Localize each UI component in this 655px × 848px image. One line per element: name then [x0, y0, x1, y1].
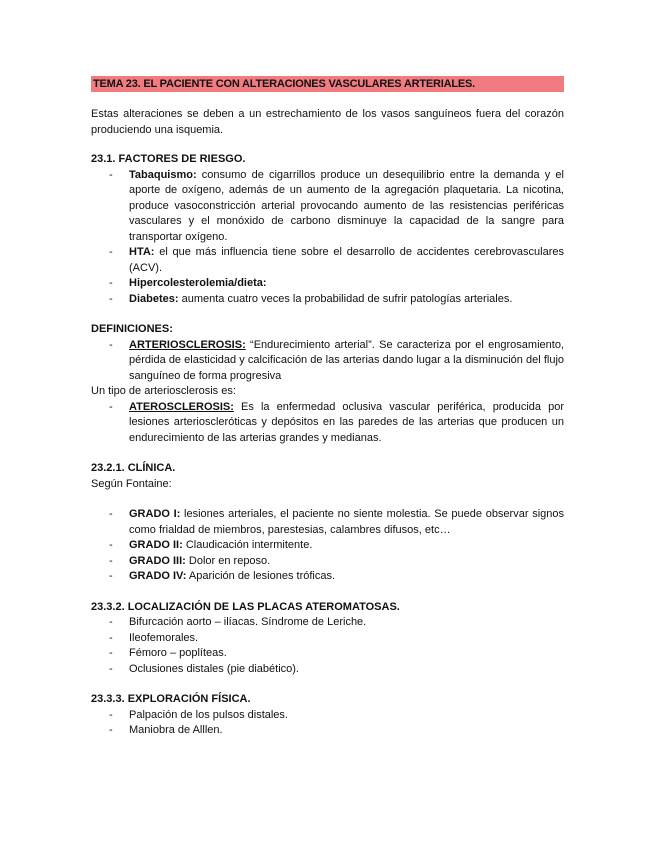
definitions-heading: DEFINICIONES: — [91, 323, 173, 335]
list-item: - ARTERIOSCLEROSIS: “Endurecimiento arterial”. Se caracteriza por el engrosamiento, pérdida de elasticidad y calcificación de las arterias dando lugar a la disminución del flujo sanguíneo de forma progresiva — [91, 338, 564, 385]
spacer — [91, 492, 564, 507]
exam-list — [91, 708, 564, 739]
list-item: - Maniobra de Alllen. — [91, 723, 564, 739]
plaques-heading: 23.3.2. LOCALIZACIÓN DE LAS PLACAS ATEROMATOSAS. — [91, 600, 400, 613]
document-page — [91, 76, 564, 739]
list-item: - Tabaquismo: consumo de cigarrillos produce un desequilibrio entre la demanda y el aporte de oxígeno, además de un aumento de la agregación plaquetaria. La nicotina, produce vasoconstricción arterial provocando aumento de las resistencias periféricas vasculares y el monóxido de carbono disminuye la capacidad de la sangre para transportar oxígeno. — [91, 168, 564, 246]
list-item: - Diabetes: aumenta cuatro veces la probabilidad de sufrir patologías arteriales. — [91, 292, 564, 308]
list-item: - ATEROSCLEROSIS: Es la enfermedad oclusiva vascular periférica, producida por lesiones arterioscleróticas y depósitos en las paredes de las arterias que producen un endurecimiento de las arterias grandes y medianas. — [91, 400, 564, 447]
list-item: - GRADO II: Claudicación intermitente. — [91, 538, 564, 554]
risk-factors-heading: 23.1. FACTORES DE RIESGO. — [91, 153, 246, 165]
risk-factors-list — [91, 168, 564, 308]
definitions-list-2 — [91, 400, 564, 447]
clinic-subtitle: Según Fontaine: — [91, 477, 172, 490]
list-item: - Fémoro – poplíteas. — [91, 646, 564, 662]
plaques-list — [91, 615, 564, 677]
fontaine-list — [91, 507, 564, 585]
list-item: - Bifurcación aorto – ilíacas. Síndrome de Leriche. — [91, 615, 564, 631]
exam-heading: 23.3.3. EXPLORACIÓN FÍSICA. — [91, 693, 251, 705]
clinic-heading: 23.2.1. CLÍNICA. — [91, 462, 176, 474]
list-item: - HTA: el que más influencia tiene sobre el desarrollo de accidentes cerebrovasculares (ACV). — [91, 245, 564, 276]
list-item: - Palpación de los pulsos distales. — [91, 708, 564, 724]
document-title: TEMA 23. EL PACIENTE CON ALTERACIONES VASCULARES ARTERIALES. — [91, 76, 564, 92]
list-item: - Hipercolesterolemia/dieta: — [91, 276, 564, 292]
list-item: - GRADO I: lesiones arteriales, el paciente no siente molestia. Se puede observar signos como frialdad de miembros, parestesias, calambres difusos, etc… — [91, 507, 564, 538]
list-item: - Oclusiones distales (pie diabético). — [91, 662, 564, 678]
list-item: - GRADO IV: Aparición de lesiones tróficas. — [91, 569, 564, 585]
definitions-between-text: Un tipo de arteriosclerosis es: — [91, 385, 236, 397]
definitions-list — [91, 338, 564, 385]
list-item: - Ileofemorales. — [91, 631, 564, 647]
list-item: - GRADO III: Dolor en reposo. — [91, 554, 564, 570]
intro-paragraph: Estas alteraciones se deben a un estrechamiento de los vasos sanguíneos fuera del corazón produciendo una isquemia. — [91, 108, 564, 136]
